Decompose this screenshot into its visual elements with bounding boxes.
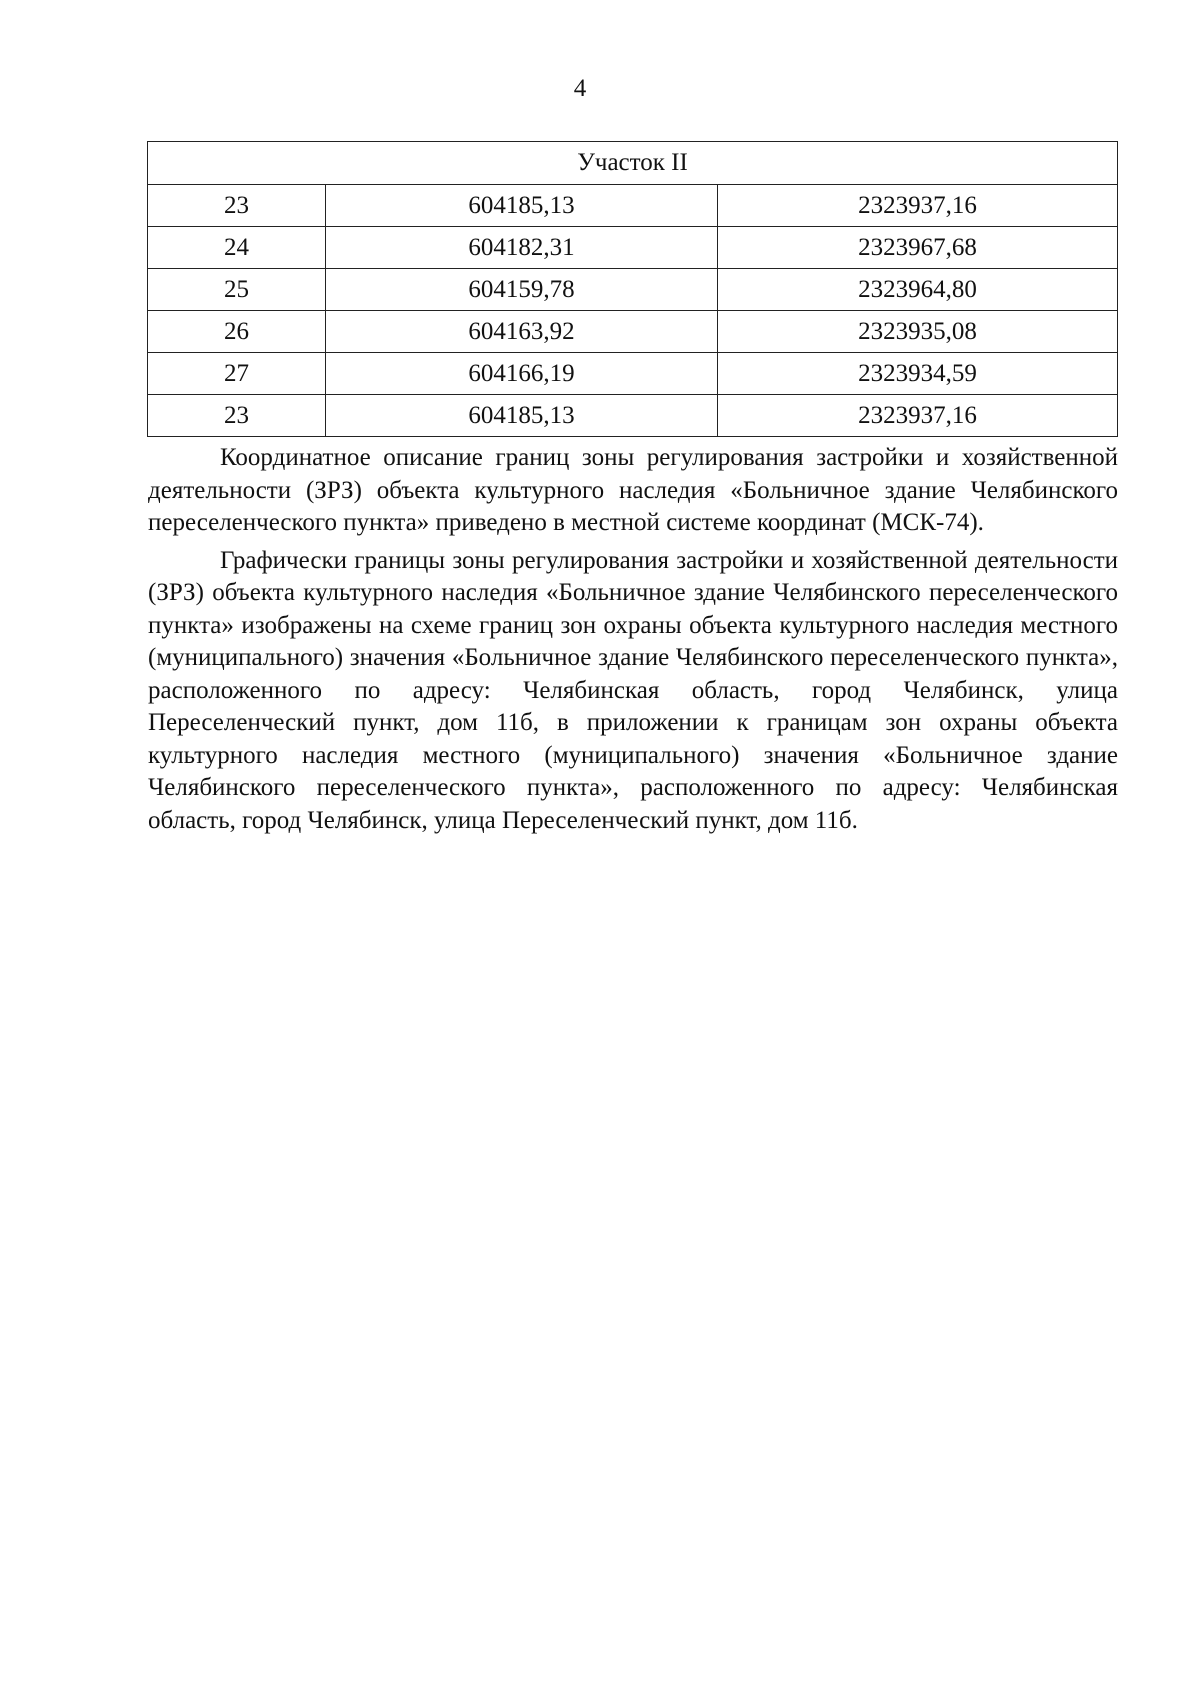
x-coordinate-cell: 604166,19 [326, 353, 718, 395]
x-coordinate-cell: 604163,92 [326, 311, 718, 353]
y-coordinate-cell: 2323967,68 [718, 227, 1118, 269]
y-coordinate-cell: 2323937,16 [718, 395, 1118, 437]
point-number-cell: 23 [148, 185, 326, 227]
x-coordinate-cell: 604185,13 [326, 395, 718, 437]
table-row [148, 227, 1118, 269]
y-coordinate-cell: 2323964,80 [718, 269, 1118, 311]
y-coordinate-cell: 2323935,08 [718, 311, 1118, 353]
section-title: Участок II [148, 142, 1118, 185]
body-text [148, 442, 1118, 842]
point-number-cell: 25 [148, 269, 326, 311]
paragraph-coordinate-description: Координатное описание границ зоны регулирования застройки и хозяйственной деятельности (ЗРЗ) объекта культурного наследия «Больничное здание Челябинского переселенческого пункта» приведено в местной системе координат (МСК-74). [148, 444, 1118, 536]
table-row [148, 395, 1118, 437]
point-number-cell: 26 [148, 311, 326, 353]
paragraph-graphic-description: Графически границы зоны регулирования застройки и хозяйственной деятельности (ЗРЗ) объекта культурного наследия «Больничное здание Челябинского переселенческого пункта» изображены на схеме границ зон охраны объекта культурного наследия местного (муниципального) значения «Больничное здание Челябинского переселенческого пункта», расположенного по адресу: Челябинская область, город Челябинск, улица Переселенческий пункт, дом 11б, в приложении к границам зон охраны объекта культурного наследия местного (муниципального) значения «Больничное здание Челябинского переселенческого пункта», расположенного по адресу: Челябинская область, город Челябинск, улица Переселенческий пункт, дом 11б. [148, 546, 1118, 834]
y-coordinate-cell: 2323934,59 [718, 353, 1118, 395]
x-coordinate-cell: 604159,78 [326, 269, 718, 311]
table-row [148, 269, 1118, 311]
table-row [148, 311, 1118, 353]
table-row [148, 353, 1118, 395]
point-number-cell: 27 [148, 353, 326, 395]
point-number-cell: 23 [148, 395, 326, 437]
table-section-header-row [148, 142, 1118, 185]
y-coordinate-cell: 2323937,16 [718, 185, 1118, 227]
x-coordinate-cell: 604182,31 [326, 227, 718, 269]
page-number: 4 [573, 75, 587, 102]
x-coordinate-cell: 604185,13 [326, 185, 718, 227]
coordinates-table [147, 141, 1118, 437]
table-row [148, 185, 1118, 227]
point-number-cell: 24 [148, 227, 326, 269]
